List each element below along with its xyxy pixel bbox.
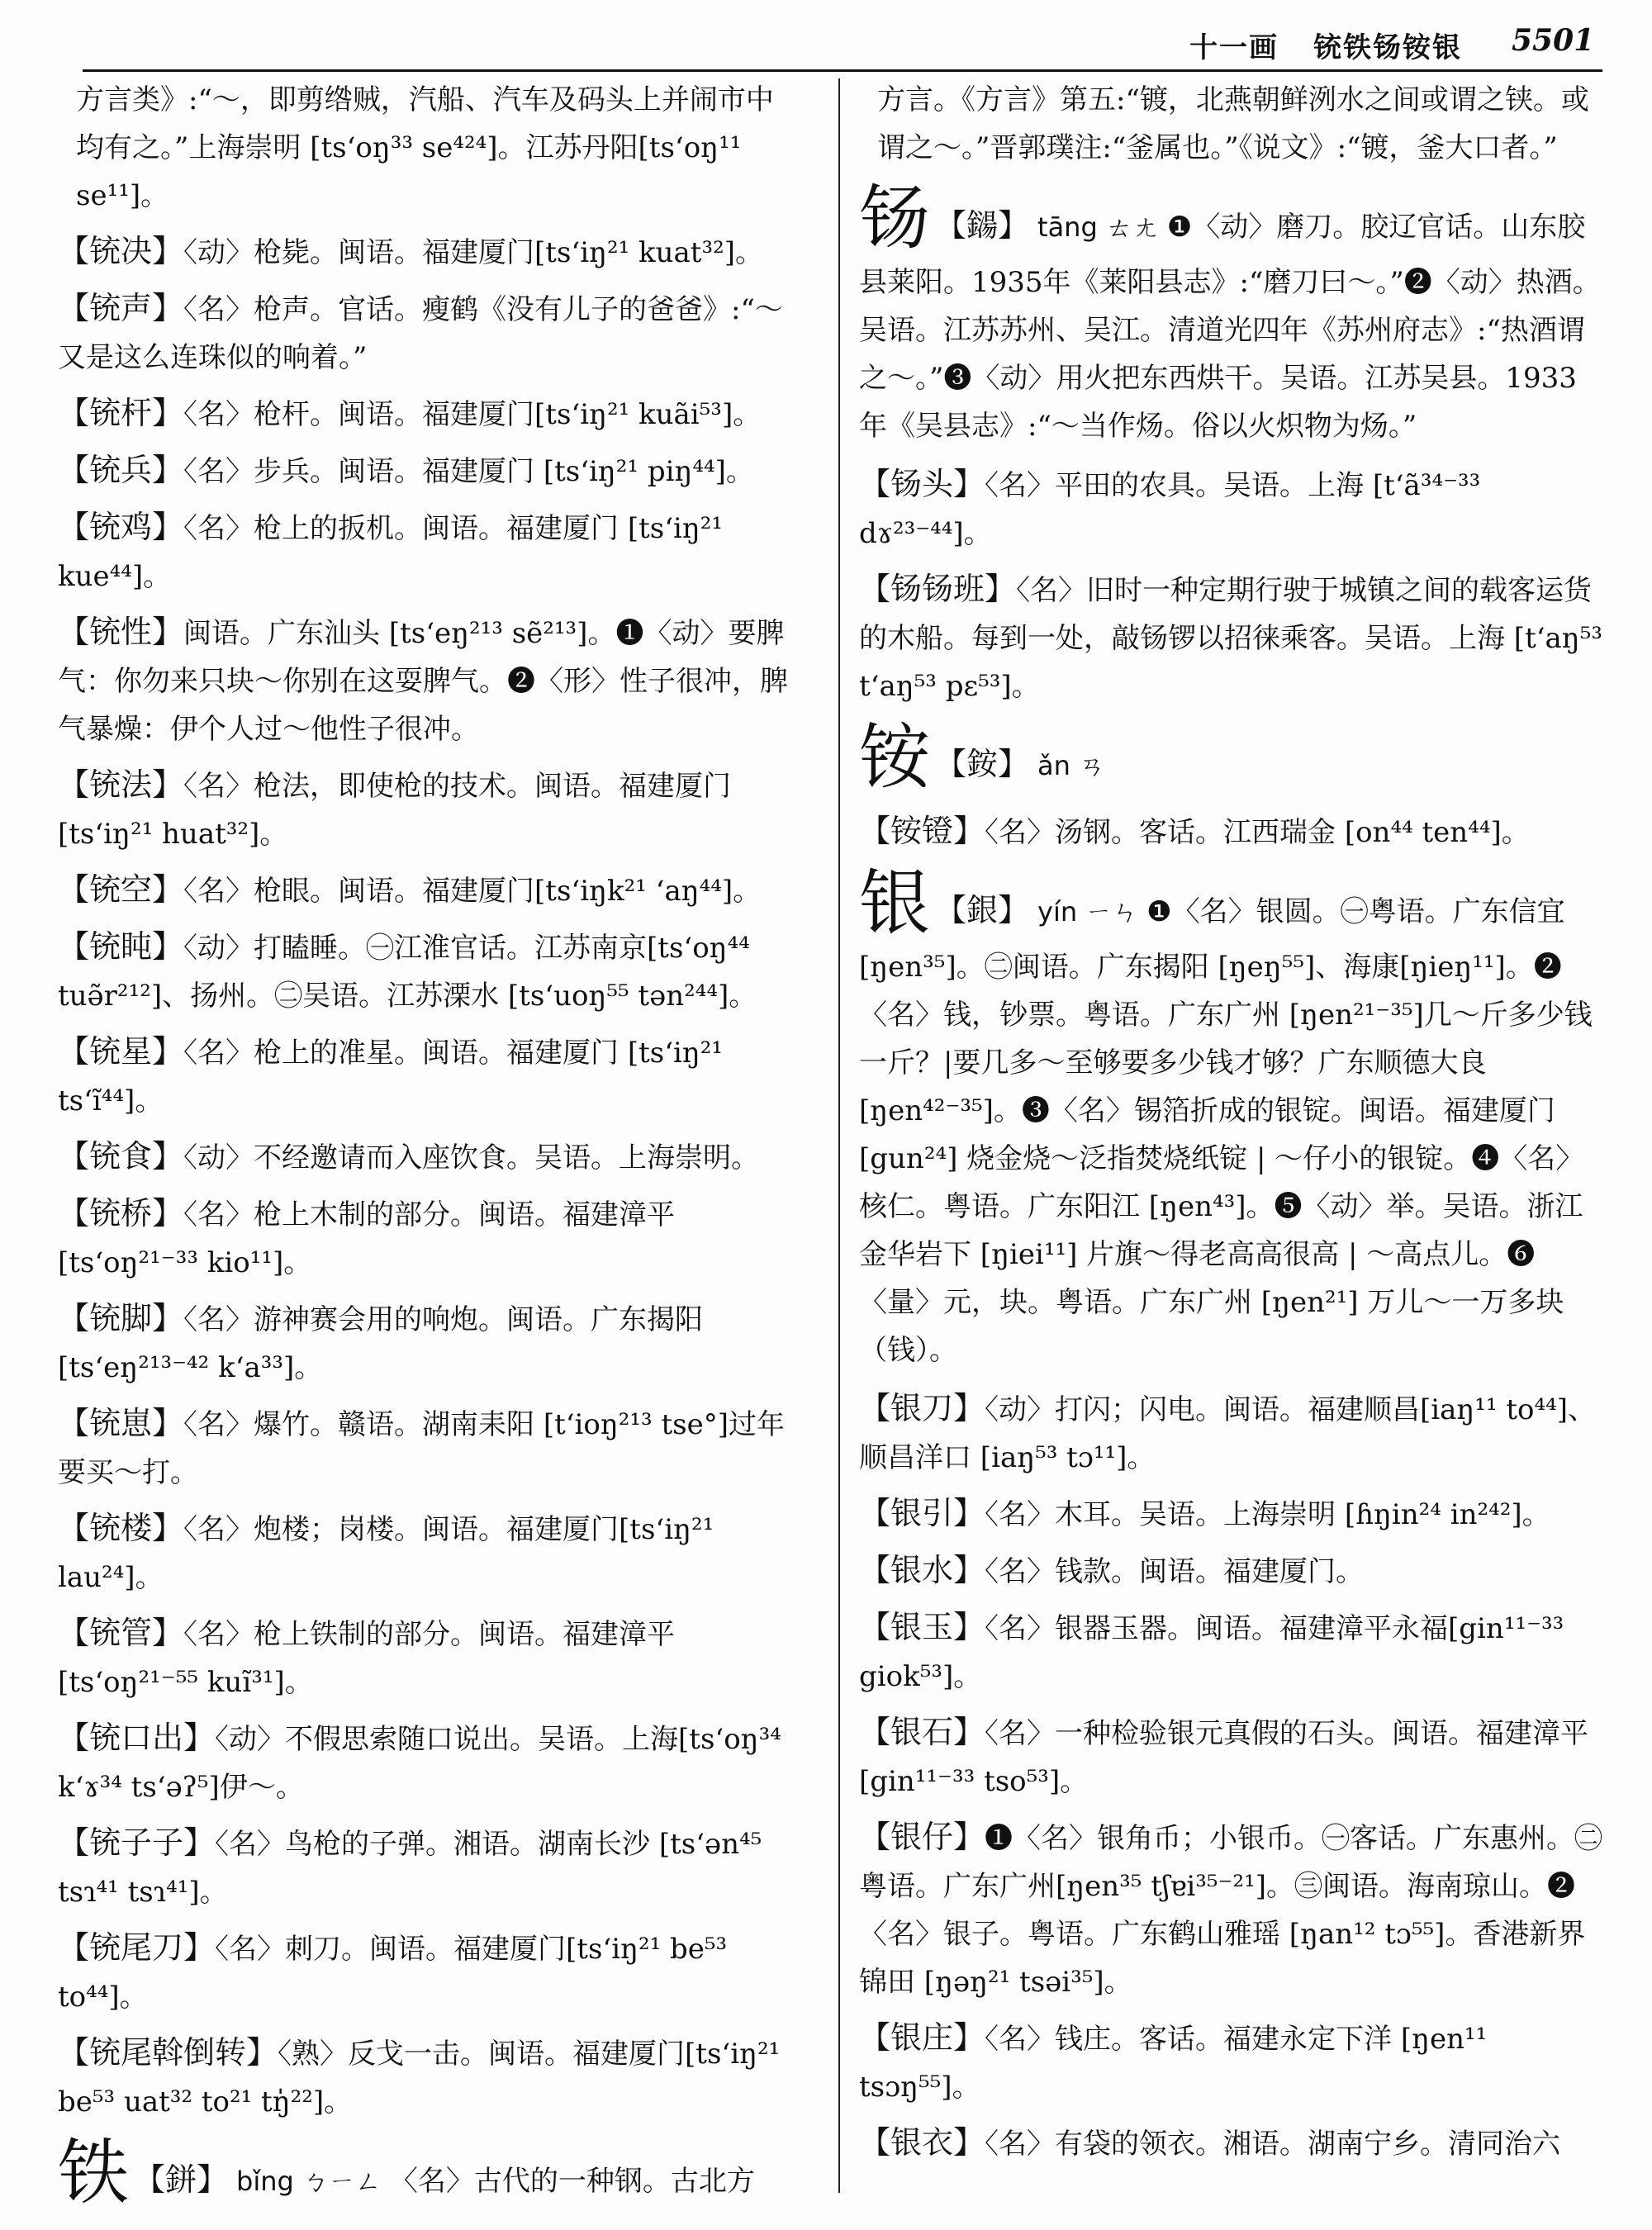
entry-headword: 【银庄】 — [859, 2019, 985, 2056]
entry-headword: 【铳尾刀】 — [58, 1929, 216, 1966]
entry-definition: 〈名〉平田的农具。吴语。上海 [tʻã³⁴⁻³³ dɤ²³⁻⁴⁴]。 — [859, 469, 1481, 550]
entry-definition: 〈名〉炮楼；岗楼。闽语。福建厦门[tsʻiŋ²¹ lau²⁴]。 — [58, 1513, 714, 1594]
dictionary-entry — [58, 866, 801, 915]
entry-headword: 【银石】 — [859, 1714, 985, 1750]
entry-definition: 〈名〉有袋的领衣。湘语。湖南宁乡。清同治六 — [985, 2128, 1561, 2161]
dictionary-entry — [859, 1813, 1602, 2006]
pinyin: tāng — [1037, 211, 1098, 243]
head-character: 铵 — [859, 716, 930, 799]
entry-definition: 〈名〉旧时一种定期行驶于城镇之间的载客运货的木船。每到一处，敲钖锣以招徕乘客。吴语。上海 [tʻaŋ⁵³ tʻaŋ⁵³ pɛ⁵³]。 — [859, 574, 1602, 703]
dictionary-entry — [859, 1384, 1602, 1482]
dictionary-entry — [58, 446, 801, 496]
entry-headword: 【铳子子】 — [58, 1824, 216, 1861]
dictionary-entry — [859, 565, 1602, 710]
head-character: 银 — [859, 862, 930, 945]
entry-definition: 〈名〉枪杆。闽语。福建厦门[tsʻiŋ²¹ kuãi⁵³]。 — [183, 398, 762, 431]
zhuyin: ㄊㄤ — [1105, 211, 1159, 243]
entry-definition: 〈动〉枪毙。闽语。福建厦门[tsʻiŋ²¹ kuat³²]。 — [183, 236, 763, 269]
entry-definition: 〈名〉枪法，即使枪的技术。闽语。福建厦门[tsʻiŋ²¹ huat³²]。 — [58, 770, 732, 851]
entry-definition: 闽语。广东汕头 [tsʻeŋ²¹³ sẽ²¹³]。❶〈动〉要脾气：你勿来只块～你别在这耍脾气。❷〈形〉性子很冲，脾气暴燥：伊个人过～他性子很冲。 — [58, 617, 788, 746]
entry-headword: 【铳口出】 — [58, 1720, 216, 1756]
entry-definition: 〈名〉游神赛会用的响炮。闽语。广东揭阳[tsʻeŋ²¹³⁻⁴² kʻa³³]。 — [58, 1303, 704, 1384]
dictionary-entry — [859, 2118, 1602, 2168]
entry-headword: 【铵镫】 — [859, 813, 985, 849]
entry-definition: ❶〈动〉磨刀。胶辽官话。山东胶县莱阳。1935年《莱阳县志》:“磨刀曰～。”❷〈动〉热酒。吴语。江苏苏州、吴江。清道光四年《苏州府志》:“热酒谓之～。”❸〈动〉用火把东西烘干。吴语。江苏吴县。1933年《吴县志》:“～当作炀。俗以火炽物为炀。” — [859, 211, 1601, 443]
dictionary-entry — [58, 1714, 801, 1811]
entry-headword: 【铳空】 — [58, 871, 184, 908]
zhuyin: ㄅㄧㄥ — [301, 2166, 382, 2197]
entry-definition: 〈名〉枪上的扳机。闽语。福建厦门 [tsʻiŋ²¹ kue⁴⁴]。 — [58, 512, 724, 593]
entry-definition: 〈熟〉反戈一击。闽语。福建厦门[tsʻiŋ²¹ be⁵³ uat³² to²¹ tŋ̍²²]。 — [58, 2038, 781, 2118]
entry-headword: 【铳决】 — [58, 233, 184, 269]
dictionary-entry — [58, 284, 801, 382]
entry-definition: 〈名〉枪声。官话。瘦鹤《没有儿子的爸爸》:“～又是这么连珠似的响着。” — [58, 293, 783, 374]
dictionary-entry — [859, 807, 1602, 856]
character-entry — [859, 864, 1602, 1374]
head-character: 铁 — [58, 2132, 129, 2207]
entry-definition: 〈名〉步兵。闽语。福建厦门 [tsʻiŋ²¹ piŋ⁴⁴]。 — [183, 455, 754, 488]
entry-headword: 【铳兵】 — [58, 452, 184, 488]
column-divider — [838, 78, 840, 2193]
head-character: 钖 — [859, 178, 930, 260]
dictionary-entry — [58, 389, 801, 439]
dictionary-entry — [58, 1399, 801, 1497]
dictionary-entry — [58, 923, 801, 1020]
entry-headword: 【铳盹】 — [58, 928, 184, 965]
entry-headword: 【银玉】 — [859, 1609, 985, 1645]
entry-definition: 〈名〉汤钢。客话。江西瑞金 [on⁴⁴ ten⁴⁴]。 — [985, 816, 1530, 849]
entry-definition: 〈名〉银器玉器。闽语。福建漳平永福[gin¹¹⁻³³ giok⁵³]。 — [859, 1612, 1564, 1693]
dictionary-entry — [58, 1189, 801, 1287]
traditional-form: 【鐋】 — [935, 207, 1030, 244]
dictionary-entry — [859, 1489, 1602, 1539]
entry-headword: 【钖头】 — [859, 466, 985, 502]
dictionary-entry — [58, 1132, 801, 1182]
entry-definition: 〈名〉钱款。闽语。福建厦门。 — [985, 1555, 1365, 1588]
entry-definition: 〈名〉钱庄。客话。福建永定下洋 [ŋen¹¹ tsɔŋ⁵⁵]。 — [859, 2023, 1488, 2104]
entry-definition: ❶〈名〉银圆。㊀粤语。广东信宜 [ŋen³⁵]。㊁闽语。广东揭阳 [ŋeŋ⁵⁵]、海康[ŋieŋ¹¹]。❷〈名〉钱，钞票。粤语。广东广州 [ŋen²¹⁻³⁵]几～斤多少钱一斤？|要几多～至够要多少钱才够？广东顺德大良 [ŋen⁴²⁻³⁵]。❸〈名〉锡箔折成的银锭。闽语。福建厦门 [gun²⁴] 烧金烧～泛指焚烧纸锭 | ～仔小的银锭。❹〈名〉核仁。粤语。广东阳江 [ŋen⁴³]。❺〈动〉举。吴语。浙江金华岩下 [ŋiei¹¹] 片旗～得老高高很高 | ～高点儿。❻〈量〉元，块。粤语。广东广州 [ŋen²¹] 万儿～一万多块（钱）。 — [859, 895, 1593, 1367]
entry-headword: 【铳星】 — [58, 1033, 184, 1070]
page-header — [0, 0, 1652, 69]
zhuyin: ㄢ — [1078, 750, 1105, 781]
dictionary-entry — [859, 2014, 1602, 2111]
character-entry — [859, 179, 1602, 450]
left-column — [58, 76, 801, 2207]
entry-definition: 〈名〉爆竹。赣语。湖南耒阳 [tʻioŋ²¹³ tse°]过年要买～打。 — [58, 1408, 785, 1489]
header-characters: 铳铁钖铵银 — [1313, 31, 1462, 64]
entry-headword: 【银刀】 — [859, 1390, 985, 1426]
entry-definition: 〈名〉枪眼。闽语。福建厦门[tsʻiŋk²¹ ʻaŋ⁴⁴]。 — [183, 875, 762, 908]
header-rule — [83, 69, 1602, 72]
dictionary-entry — [58, 1609, 801, 1706]
entry-headword: 【铳杆】 — [58, 395, 184, 431]
entry-definition: 〈名〉木耳。吴语。上海崇明 [ɦŋin²⁴ in²⁴²]。 — [985, 1498, 1550, 1531]
entry-headword: 【银引】 — [859, 1495, 985, 1531]
entry-definition: 〈名〉鸟枪的子弹。湘语。湖南长沙 [tsʻən⁴⁵ tsɿ⁴¹ tsɿ⁴¹]。 — [58, 1828, 762, 1909]
entry-headword: 【铳管】 — [58, 1615, 184, 1651]
entry-headword: 【铳崽】 — [58, 1405, 184, 1441]
pinyin: ǎn — [1037, 750, 1070, 781]
entry-definition: 〈动〉不假思索随口说出。吴语。上海[tsʻoŋ³⁴ kʻɤ³⁴ tsʻəʔ⁵]伊～。 — [58, 1723, 781, 1804]
right-column — [859, 76, 1602, 2207]
dictionary-entry — [58, 1819, 801, 1916]
entry-headword: 【铳尾斡倒转】 — [58, 2034, 278, 2071]
entry-headword: 【银仔】 — [859, 1819, 985, 1855]
dictionary-entry — [859, 1603, 1602, 1701]
continued-text: 方言。《方言》第五:“镀，北燕朝鲜洌水之间或谓之铗。或谓之～。”晋郭璞注:“釜属也。”《说文》:“镀，釜大口者。” — [877, 83, 1589, 164]
entry-headword: 【铳食】 — [58, 1138, 184, 1174]
character-entry — [859, 718, 1602, 797]
section-label: 十一画 — [1189, 31, 1279, 64]
page-number: 5501 — [1512, 23, 1595, 58]
entry-definition: 〈名〉枪上铁制的部分。闽语。福建漳平[tsʻoŋ²¹⁻⁵⁵ kuĩ³¹]。 — [58, 1618, 676, 1699]
dictionary-entry — [58, 761, 801, 858]
entry-definition: 〈名〉刺刀。闽语。福建厦门[tsʻiŋ²¹ be⁵³ to⁴⁴]。 — [58, 1933, 728, 2014]
entry-definition: ❶〈名〉银角币；小银币。㊀客话。广东惠州。㊁粤语。广东广州[ŋen³⁵ tʃɐi³⁵⁻²¹]。㊂闽语。海南琼山。❷〈名〉银子。粤语。广东鹤山雅瑶 [ŋan¹² tɔ⁵⁵]。香港新界锦田 [ŋəŋ²¹ tsəi³⁵]。 — [859, 1822, 1602, 1999]
dictionary-entry — [58, 608, 801, 753]
dictionary-entry — [58, 503, 801, 600]
entry-headword: 【铳楼】 — [58, 1510, 184, 1546]
entry-definition: 〈动〉不经邀请而入座饮食。吴语。上海崇明。 — [183, 1141, 760, 1174]
pinyin: yín — [1037, 896, 1078, 928]
zhuyin: ㄧㄣ — [1085, 896, 1139, 928]
dictionary-entry — [859, 1708, 1602, 1805]
entry-definition: 〈名〉古代的一种钢。古北方 — [389, 2165, 755, 2198]
continued-text: 方言类》:“～，即剪绺贼，汽船、汽车及码头上并闹市中均有之。”上海崇明 [tsʻoŋ³³ se⁴²⁴]。江苏丹阳[tsʻoŋ¹¹ se¹¹]。 — [76, 83, 774, 212]
entry-definition: 〈名〉枪上的准星。闽语。福建厦门 [tsʻiŋ²¹ tsʻĩ⁴⁴]。 — [58, 1037, 724, 1117]
dictionary-entry — [58, 1924, 801, 2021]
pinyin: bǐng — [236, 2166, 294, 2197]
traditional-form: 【銀】 — [935, 892, 1030, 928]
entry-definition: 〈动〉打闪；闪电。闽语。福建顺昌[iaŋ¹¹ to⁴⁴]、顺昌洋口 [iaŋ⁵³ tɔ¹¹]。 — [859, 1393, 1597, 1474]
entry-headword: 【铳鸡】 — [58, 509, 184, 545]
entry-definition: 〈名〉一种检验银元真假的石头。闽语。福建漳平 [gin¹¹⁻³³ tso⁵³]。 — [859, 1717, 1589, 1798]
dictionary-entry — [58, 2028, 801, 2126]
entry-headword: 【铳声】 — [58, 290, 184, 326]
traditional-form: 【鉼】 — [134, 2161, 229, 2198]
dictionary-entry — [58, 1504, 801, 1601]
dictionary-entry — [58, 1294, 801, 1392]
entry-headword: 【铳性】 — [58, 614, 184, 650]
entry-headword: 【钖钖班】 — [859, 571, 1017, 607]
dictionary-entry — [58, 1027, 801, 1125]
traditional-form: 【銨】 — [935, 746, 1030, 782]
entry-headword: 【银衣】 — [859, 2124, 985, 2161]
entry-headword: 【银水】 — [859, 1552, 985, 1588]
entry-headword: 【铳桥】 — [58, 1195, 184, 1231]
dictionary-entry — [859, 460, 1602, 558]
character-entry — [58, 2133, 801, 2207]
dictionary-entry — [859, 1546, 1602, 1596]
entry-definition: 〈名〉枪上木制的部分。闽语。福建漳平[tsʻoŋ²¹⁻³³ kio¹¹]。 — [58, 1198, 676, 1279]
entry-headword: 【铳脚】 — [58, 1300, 184, 1336]
entry-headword: 【铳法】 — [58, 766, 184, 803]
entry-definition: 〈动〉打瞌睡。㊀江淮官话。江苏南京[tsʻoŋ⁴⁴ tuə̃r²¹²]、扬州。㊁吴语。江苏溧水 [tsʻuoŋ⁵⁵ tən²⁴⁴]。 — [58, 932, 757, 1013]
dictionary-entry — [58, 227, 801, 277]
